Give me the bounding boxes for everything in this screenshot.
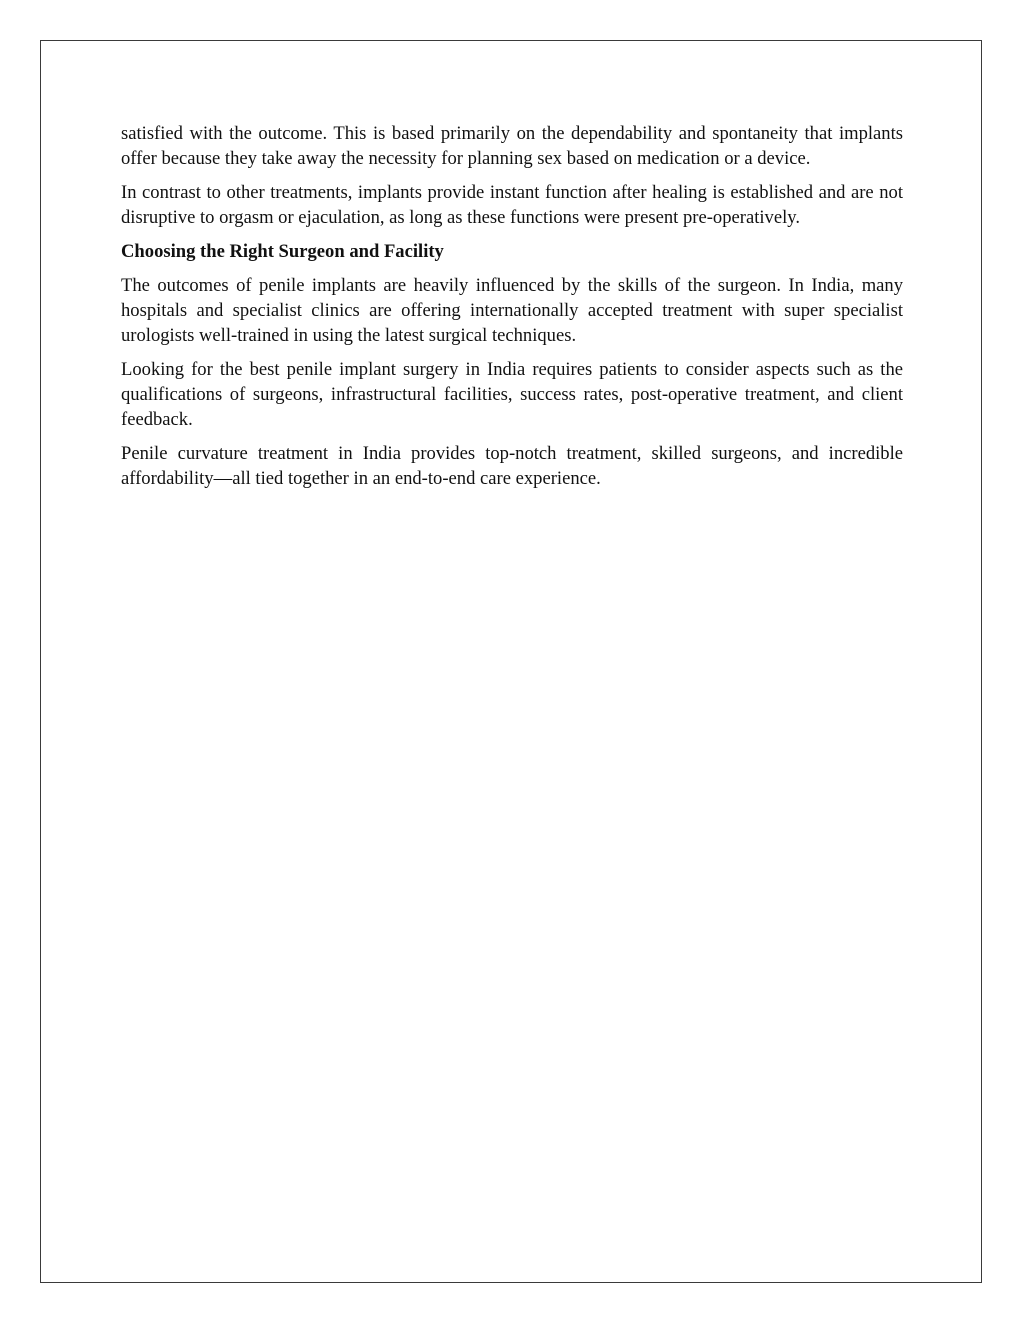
document-body (121, 121, 903, 500)
paragraph-surgeon-skills: The outcomes of penile implants are heavily influenced by the skills of the surgeon. In India, many hospitals and specialist clinics are offering internationally accepted treatment with super specialist urologists well-trained in using the latest surgical techniques. (121, 275, 903, 346)
paragraph-choosing-criteria: Looking for the best penile implant surgery in India requires patients to consider aspects such as the qualifications of surgeons, infrastructural facilities, success rates, post-operative treatment, and client feedback. (121, 359, 903, 430)
paragraph-outcome-satisfaction: satisfied with the outcome. This is based primarily on the dependability and spontaneity that implants offer because they take away the necessity for planning sex based on medication or a device. (121, 123, 903, 169)
section-heading: Choosing the Right Surgeon and Facility (121, 241, 444, 262)
paragraph-instant-function: In contrast to other treatments, implants provide instant function after healing is established and are not disruptive to orgasm or ejaculation, as long as these functions were present pre-operatively. (121, 182, 903, 228)
paragraph-curvature-treatment: Penile curvature treatment in India provides top-notch treatment, skilled surgeons, and incredible affordability—all tied together in an end-to-end care experience. (121, 443, 903, 489)
